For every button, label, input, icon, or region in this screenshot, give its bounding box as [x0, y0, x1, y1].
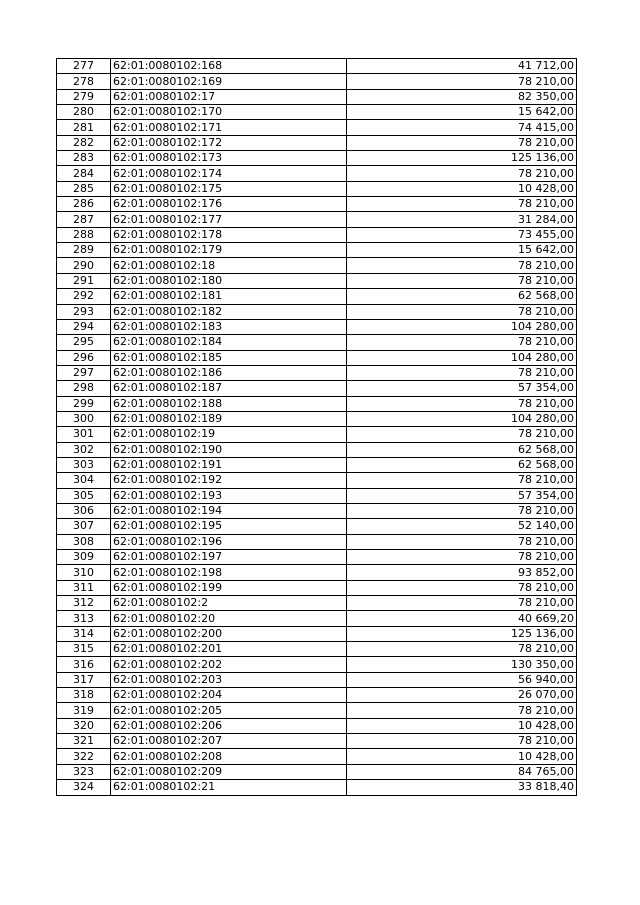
row-number-cell: 311: [57, 580, 111, 595]
cadastral-value-cell: 104 280,00: [347, 411, 577, 426]
cadastral-number-cell: 62:01:0080102:21: [111, 780, 347, 795]
row-number-cell: 320: [57, 718, 111, 733]
table-row: [57, 672, 577, 687]
table-row: [57, 580, 577, 595]
table-row: [57, 181, 577, 196]
cadastral-number-cell: 62:01:0080102:169: [111, 74, 347, 89]
table-row: [57, 626, 577, 641]
cadastral-number-cell: 62:01:0080102:188: [111, 396, 347, 411]
table-row: [57, 135, 577, 150]
table-row: [57, 703, 577, 718]
cadastral-value-cell: 78 210,00: [347, 503, 577, 518]
row-number-cell: 309: [57, 550, 111, 565]
cadastral-value-cell: 57 354,00: [347, 381, 577, 396]
cadastral-value-cell: 125 136,00: [347, 151, 577, 166]
cadastral-number-cell: 62:01:0080102:176: [111, 197, 347, 212]
table-row: [57, 120, 577, 135]
table-row: [57, 611, 577, 626]
table-row: [57, 289, 577, 304]
cadastral-number-cell: 62:01:0080102:183: [111, 319, 347, 334]
table-row: [57, 427, 577, 442]
cadastral-value-cell: 84 765,00: [347, 764, 577, 779]
cadastral-number-cell: 62:01:0080102:173: [111, 151, 347, 166]
table-row: [57, 243, 577, 258]
table-row: [57, 503, 577, 518]
cadastral-number-cell: 62:01:0080102:193: [111, 488, 347, 503]
table-row: [57, 688, 577, 703]
row-number-cell: 324: [57, 780, 111, 795]
table-row: [57, 488, 577, 503]
table-row: [57, 442, 577, 457]
row-number-cell: 289: [57, 243, 111, 258]
row-number-cell: 322: [57, 749, 111, 764]
table-row: [57, 304, 577, 319]
cadastral-number-cell: 62:01:0080102:171: [111, 120, 347, 135]
table-row: [57, 105, 577, 120]
row-number-cell: 298: [57, 381, 111, 396]
row-number-cell: 304: [57, 473, 111, 488]
row-number-cell: 321: [57, 734, 111, 749]
cadastral-number-cell: 62:01:0080102:20: [111, 611, 347, 626]
cadastral-value-cell: 78 210,00: [347, 580, 577, 595]
row-number-cell: 296: [57, 350, 111, 365]
table-row: [57, 258, 577, 273]
table-row: [57, 350, 577, 365]
row-number-cell: 278: [57, 74, 111, 89]
row-number-cell: 295: [57, 335, 111, 350]
cadastral-value-cell: 78 210,00: [347, 703, 577, 718]
row-number-cell: 316: [57, 657, 111, 672]
cadastral-number-cell: 62:01:0080102:206: [111, 718, 347, 733]
row-number-cell: 290: [57, 258, 111, 273]
row-number-cell: 301: [57, 427, 111, 442]
cadastral-number-cell: 62:01:0080102:197: [111, 550, 347, 565]
row-number-cell: 288: [57, 227, 111, 242]
cadastral-value-cell: 56 940,00: [347, 672, 577, 687]
table-row: [57, 319, 577, 334]
cadastral-value-cell: 78 210,00: [347, 197, 577, 212]
cadastral-value-cell: 82 350,00: [347, 89, 577, 104]
cadastral-value-cell: 78 210,00: [347, 427, 577, 442]
cadastral-number-cell: 62:01:0080102:19: [111, 427, 347, 442]
cadastral-value-cell: 10 428,00: [347, 749, 577, 764]
cadastral-value-cell: 73 455,00: [347, 227, 577, 242]
row-number-cell: 299: [57, 396, 111, 411]
row-number-cell: 284: [57, 166, 111, 181]
row-number-cell: 323: [57, 764, 111, 779]
cadastral-number-cell: 62:01:0080102:186: [111, 365, 347, 380]
cadastral-value-cell: 78 210,00: [347, 396, 577, 411]
table-row: [57, 764, 577, 779]
cadastral-number-cell: 62:01:0080102:180: [111, 273, 347, 288]
row-number-cell: 291: [57, 273, 111, 288]
row-number-cell: 310: [57, 565, 111, 580]
table-row: [57, 335, 577, 350]
cadastral-number-cell: 62:01:0080102:194: [111, 503, 347, 518]
cadastral-value-cell: 31 284,00: [347, 212, 577, 227]
cadastral-value-cell: 78 210,00: [347, 166, 577, 181]
cadastral-value-cell: 130 350,00: [347, 657, 577, 672]
cadastral-number-cell: 62:01:0080102:207: [111, 734, 347, 749]
cadastral-value-cell: 93 852,00: [347, 565, 577, 580]
table-row: [57, 519, 577, 534]
cadastral-number-cell: 62:01:0080102:209: [111, 764, 347, 779]
cadastral-number-cell: 62:01:0080102:208: [111, 749, 347, 764]
cadastral-value-cell: 41 712,00: [347, 59, 577, 74]
table-row: [57, 657, 577, 672]
row-number-cell: 286: [57, 197, 111, 212]
row-number-cell: 287: [57, 212, 111, 227]
cadastral-number-cell: 62:01:0080102:174: [111, 166, 347, 181]
cadastral-number-cell: 62:01:0080102:178: [111, 227, 347, 242]
cadastral-value-cell: 78 210,00: [347, 335, 577, 350]
cadastral-number-cell: 62:01:0080102:184: [111, 335, 347, 350]
cadastral-value-cell: 104 280,00: [347, 319, 577, 334]
cadastral-value-cell: 10 428,00: [347, 181, 577, 196]
cadastral-value-cell: 40 669,20: [347, 611, 577, 626]
table-row: [57, 411, 577, 426]
cadastral-number-cell: 62:01:0080102:170: [111, 105, 347, 120]
cadastral-number-cell: 62:01:0080102:203: [111, 672, 347, 687]
cadastral-value-cell: 62 568,00: [347, 457, 577, 472]
table-row: [57, 212, 577, 227]
row-number-cell: 303: [57, 457, 111, 472]
row-number-cell: 319: [57, 703, 111, 718]
cadastral-number-cell: 62:01:0080102:204: [111, 688, 347, 703]
table-row: [57, 166, 577, 181]
table-row: [57, 550, 577, 565]
cadastral-number-cell: 62:01:0080102:181: [111, 289, 347, 304]
cadastral-value-cell: 78 210,00: [347, 534, 577, 549]
table-row: [57, 151, 577, 166]
table-row: [57, 457, 577, 472]
cadastral-number-cell: 62:01:0080102:175: [111, 181, 347, 196]
row-number-cell: 315: [57, 642, 111, 657]
cadastral-value-cell: 78 210,00: [347, 473, 577, 488]
cadastral-value-cell: 78 210,00: [347, 74, 577, 89]
table-row: [57, 365, 577, 380]
table-row: [57, 227, 577, 242]
row-number-cell: 317: [57, 672, 111, 687]
cadastral-number-cell: 62:01:0080102:202: [111, 657, 347, 672]
cadastral-number-cell: 62:01:0080102:17: [111, 89, 347, 104]
cadastral-number-cell: 62:01:0080102:182: [111, 304, 347, 319]
cadastral-number-cell: 62:01:0080102:192: [111, 473, 347, 488]
cadastral-value-cell: 10 428,00: [347, 718, 577, 733]
table-row: [57, 596, 577, 611]
row-number-cell: 293: [57, 304, 111, 319]
cadastral-value-cell: 78 210,00: [347, 273, 577, 288]
cadastral-number-cell: 62:01:0080102:200: [111, 626, 347, 641]
cadastral-number-cell: 62:01:0080102:205: [111, 703, 347, 718]
cadastral-value-cell: 26 070,00: [347, 688, 577, 703]
cadastral-number-cell: 62:01:0080102:179: [111, 243, 347, 258]
table-row: [57, 59, 577, 74]
row-number-cell: 283: [57, 151, 111, 166]
cadastral-value-cell: 57 354,00: [347, 488, 577, 503]
cadastral-number-cell: 62:01:0080102:191: [111, 457, 347, 472]
cadastral-number-cell: 62:01:0080102:198: [111, 565, 347, 580]
cadastral-value-cell: 78 210,00: [347, 550, 577, 565]
table-row: [57, 565, 577, 580]
cadastral-number-cell: 62:01:0080102:201: [111, 642, 347, 657]
cadastral-number-cell: 62:01:0080102:2: [111, 596, 347, 611]
table-row: [57, 273, 577, 288]
table-row: [57, 396, 577, 411]
table-row: [57, 734, 577, 749]
cadastral-number-cell: 62:01:0080102:172: [111, 135, 347, 150]
row-number-cell: 305: [57, 488, 111, 503]
cadastral-number-cell: 62:01:0080102:18: [111, 258, 347, 273]
cadastral-value-cell: 15 642,00: [347, 243, 577, 258]
row-number-cell: 285: [57, 181, 111, 196]
cadastral-value-cell: 74 415,00: [347, 120, 577, 135]
row-number-cell: 279: [57, 89, 111, 104]
cadastral-value-cell: 78 210,00: [347, 135, 577, 150]
row-number-cell: 297: [57, 365, 111, 380]
row-number-cell: 281: [57, 120, 111, 135]
cadastral-number-cell: 62:01:0080102:196: [111, 534, 347, 549]
cadastral-value-cell: 125 136,00: [347, 626, 577, 641]
cadastral-value-cell: 104 280,00: [347, 350, 577, 365]
row-number-cell: 294: [57, 319, 111, 334]
cadastral-number-cell: 62:01:0080102:190: [111, 442, 347, 457]
cadastral-value-cell: 62 568,00: [347, 289, 577, 304]
cadastral-value-cell: 78 210,00: [347, 365, 577, 380]
table-body: [57, 59, 577, 796]
table-row: [57, 381, 577, 396]
cadastral-value-cell: 78 210,00: [347, 734, 577, 749]
row-number-cell: 314: [57, 626, 111, 641]
cadastral-number-cell: 62:01:0080102:187: [111, 381, 347, 396]
row-number-cell: 292: [57, 289, 111, 304]
cadastral-number-cell: 62:01:0080102:168: [111, 59, 347, 74]
row-number-cell: 277: [57, 59, 111, 74]
cadastral-number-cell: 62:01:0080102:195: [111, 519, 347, 534]
table-row: [57, 89, 577, 104]
cadastral-value-cell: 33 818,40: [347, 780, 577, 795]
row-number-cell: 307: [57, 519, 111, 534]
table-row: [57, 780, 577, 795]
table-row: [57, 534, 577, 549]
cadastral-value-cell: 62 568,00: [347, 442, 577, 457]
row-number-cell: 280: [57, 105, 111, 120]
cadastral-value-cell: 78 210,00: [347, 642, 577, 657]
cadastral-value-cell: 52 140,00: [347, 519, 577, 534]
table-row: [57, 74, 577, 89]
cadastral-values-table: [56, 58, 577, 796]
cadastral-number-cell: 62:01:0080102:185: [111, 350, 347, 365]
row-number-cell: 300: [57, 411, 111, 426]
cadastral-number-cell: 62:01:0080102:199: [111, 580, 347, 595]
row-number-cell: 313: [57, 611, 111, 626]
row-number-cell: 308: [57, 534, 111, 549]
cadastral-number-cell: 62:01:0080102:177: [111, 212, 347, 227]
cadastral-number-cell: 62:01:0080102:189: [111, 411, 347, 426]
cadastral-value-cell: 15 642,00: [347, 105, 577, 120]
table-row: [57, 473, 577, 488]
row-number-cell: 282: [57, 135, 111, 150]
table-row: [57, 718, 577, 733]
table-row: [57, 642, 577, 657]
table-row: [57, 749, 577, 764]
row-number-cell: 318: [57, 688, 111, 703]
cadastral-value-cell: 78 210,00: [347, 304, 577, 319]
table-row: [57, 197, 577, 212]
cadastral-value-cell: 78 210,00: [347, 258, 577, 273]
row-number-cell: 306: [57, 503, 111, 518]
row-number-cell: 302: [57, 442, 111, 457]
cadastral-value-cell: 78 210,00: [347, 596, 577, 611]
row-number-cell: 312: [57, 596, 111, 611]
